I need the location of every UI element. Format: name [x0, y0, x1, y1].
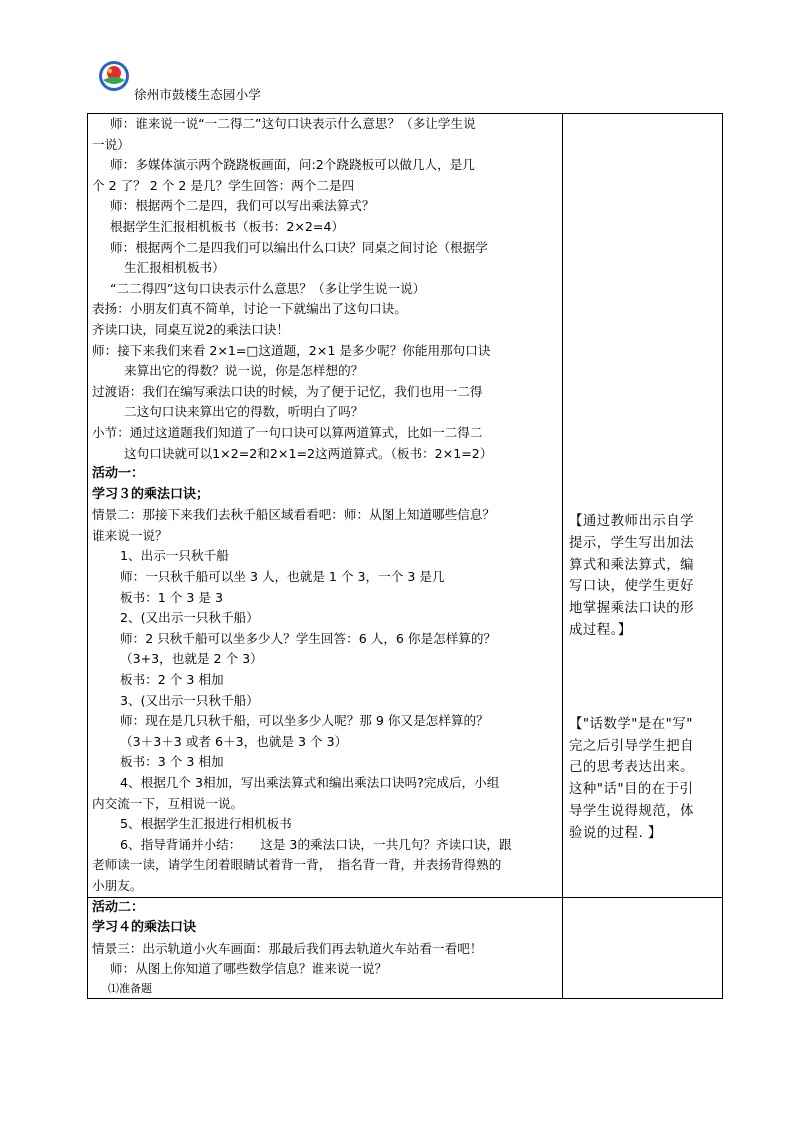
- text-line: ⑴准备题: [108, 981, 152, 995]
- text-line: 板书：1 个 3 是 3: [120, 589, 224, 605]
- text-line: 师：根据两个二是四我们可以编出什么口诀？同桌之间讨论（根据学: [110, 239, 488, 255]
- text-line: 2、(又出示一只秋千船）: [120, 610, 259, 626]
- note-line: 【通过教师出示自学: [569, 514, 695, 529]
- note-line: 算式和乘法算式，编: [569, 557, 695, 573]
- note-line: 成过程。】: [569, 622, 632, 638]
- text-line: 情景三：出示轨道小火车画面：那最后我们再去轨道火车站看一看吧！: [92, 940, 483, 956]
- note-line: 写口诀，使学生更好: [569, 579, 695, 595]
- text-line: 师：现在是几只秋千船，可以坐多少人呢？那 9 你又是怎样算的？: [120, 713, 489, 729]
- text-line: 板书：2 个 3 相加: [120, 672, 224, 688]
- note-line: 导学生说得规范，体: [569, 803, 695, 819]
- text-line: 师：从图上你知道了哪些数学信息？谁来说一说？: [110, 961, 388, 977]
- text-line: 师：2 只秋千船可以坐多少人？学生回答：6 人，6 你是怎样算的？: [120, 630, 497, 646]
- text-line: 师：多媒体演示两个跷跷板画面，问:2个跷跷板可以做几人，是几: [110, 157, 475, 173]
- text-line: 师：一只秋千船可以坐 3 人，也就是 1 个 3，一个 3 是几: [120, 569, 445, 585]
- note-line: 验说的过程. 】: [569, 825, 662, 841]
- text-line: 谁来说一说？: [92, 527, 168, 543]
- text-line: 5、根据学生汇报进行相机板书: [120, 816, 292, 832]
- text-line: 活动二：: [92, 899, 145, 915]
- school-name: 徐州市鼓楼生态园小学: [134, 87, 262, 102]
- note-line: 己的思考表达出来。: [569, 760, 695, 776]
- text-line: 小朋友。: [92, 877, 143, 893]
- text-line: 情景二：那接下来我们去秋千船区域看看吧：师：从图上知道哪些信息？: [92, 507, 495, 523]
- notes-cell: [563, 114, 723, 898]
- text-line: 根据学生汇报相机板书（板书：2×2=4）: [110, 218, 345, 234]
- lesson-content-cell: [88, 114, 563, 898]
- text-line: （3＋3＋3 或者 6＋3，也就是 3 个 3）: [120, 733, 348, 749]
- text-line: 学习４的乘法口诀: [92, 920, 197, 936]
- text-line: “二二得四”这句口诀表示什么意思？（多让学生说一说）: [110, 280, 426, 296]
- text-line: 这句口诀就可以1×2=2和2×1=2这两道算式。（板书：2×1=2）: [124, 445, 493, 461]
- text-line: 齐读口诀，同桌互说2的乘法口诀！: [92, 321, 289, 337]
- text-line: 3、(又出示一只秋千船）: [120, 692, 259, 708]
- text-line: 来算出它的得数？说一说，你是怎样想的？: [124, 363, 364, 379]
- text-line: 老师读一读，请学生闭着眼睛试着背一背， 指名背一背，并表扬背得熟的: [92, 857, 502, 873]
- lesson-content-cell-2: [88, 897, 563, 998]
- lesson-table: [87, 113, 723, 999]
- text-line: 学习３的乘法口诀；: [92, 486, 210, 502]
- design-note-2: [563, 714, 722, 845]
- text-line: 过渡语：我们在编写乘法口诀的时候，为了便于记忆，我们也用一二得: [92, 383, 483, 399]
- note-line: 这种"话"目的在于引: [569, 782, 694, 798]
- text-line: 小节：通过这道题我们知道了一句口诀可以算两道算式，比如一二得二: [92, 424, 483, 440]
- text-line: 生汇报相机板书）: [124, 260, 225, 276]
- table-row: [88, 114, 723, 898]
- text-line: 1、出示一只秋千船: [120, 548, 229, 564]
- text-line: 6、指导背诵并小结： 这是 3的乘法口诀，一共几句？齐读口诀，跟: [120, 836, 512, 852]
- text-line: 师：接下来我们来看 2×1=□这道题，2×1 是多少呢？你能用那句口诀: [92, 342, 491, 358]
- note-line: 完之后引导学生把自: [569, 738, 695, 754]
- design-note-1: [563, 511, 722, 642]
- table-row: [88, 897, 723, 998]
- text-line: 师：谁来说一说“一二得二”这句口诀表示什么意思？（多让学生说: [110, 116, 476, 131]
- text-line: 个 2 了？ 2 个 2 是几？学生回答：两个二是四: [92, 177, 355, 193]
- text-line: （3+3，也就是 2 个 3）: [120, 651, 263, 667]
- text-line: 4、根据几个 3相加，写出乘法算式和编出乘法口诀吗?完成后，小组: [120, 775, 500, 790]
- text-line: 板书：3 个 3 相加: [120, 754, 224, 770]
- text-line: 二这句口诀来算出它的得数，听明白了吗？: [124, 404, 364, 420]
- text-line: 师：根据两个二是四，我们可以写出乘法算式？: [110, 198, 375, 214]
- note-line: 提示，学生写出加法: [569, 535, 695, 551]
- text-line: 表扬：小朋友们真不简单，讨论一下就编出了这句口诀。: [92, 301, 407, 317]
- note-line: 【"话数学"是在"写": [569, 716, 693, 732]
- notes-cell-2: [563, 897, 723, 998]
- school-logo-icon: [98, 60, 130, 92]
- text-line: 活动一：: [92, 466, 145, 482]
- note-line: 地掌握乘法口诀的形: [569, 601, 695, 617]
- text-line: 内交流一下，互相说一说。: [92, 795, 244, 811]
- text-line: 一说）: [92, 136, 130, 152]
